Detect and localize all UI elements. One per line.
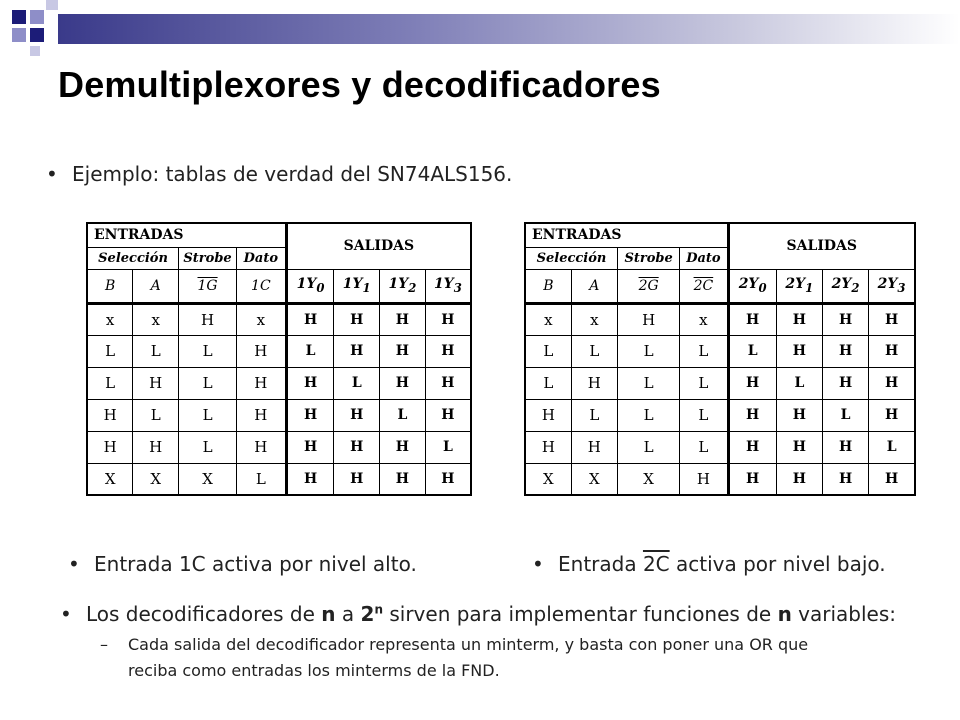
table-row: [525, 303, 915, 335]
seleccion-header: Selección: [525, 247, 617, 269]
input-cell: X: [133, 463, 179, 495]
output-cell: H: [822, 335, 868, 367]
input-cell: x: [236, 303, 286, 335]
dash-icon: –: [100, 635, 108, 654]
bullet-icon: •: [46, 162, 58, 186]
input-cell: L: [680, 335, 728, 367]
output-cell: H: [822, 367, 868, 399]
input-cell: x: [87, 303, 133, 335]
signal-strobe: 1G: [179, 269, 237, 303]
output-cell: H: [286, 399, 334, 431]
input-cell: H: [571, 367, 617, 399]
output-cell: H: [425, 303, 471, 335]
entradas-header: ENTRADAS: [87, 223, 286, 247]
input-cell: x: [571, 303, 617, 335]
decoder-text-1: Los decodificadores de: [86, 602, 322, 626]
output-cell: H: [334, 463, 380, 495]
deco-square: [12, 28, 26, 42]
input-cell: L: [680, 399, 728, 431]
table-1-body: [87, 303, 471, 495]
output-cell: L: [776, 367, 822, 399]
input-cell: L: [133, 399, 179, 431]
note-right-signal: 2C: [642, 552, 670, 576]
output-cell: H: [334, 335, 380, 367]
output-cell: H: [425, 367, 471, 399]
output-cell: H: [869, 463, 915, 495]
input-cell: L: [617, 431, 679, 463]
input-cell: x: [525, 303, 571, 335]
output-cell: L: [286, 335, 334, 367]
input-cell: X: [179, 463, 237, 495]
input-cell: H: [680, 463, 728, 495]
output-cell: L: [728, 335, 776, 367]
table-row: [87, 303, 471, 335]
signal-b: B: [87, 269, 133, 303]
input-cell: L: [236, 463, 286, 495]
input-cell: x: [680, 303, 728, 335]
input-cell: H: [179, 303, 237, 335]
decoder-n-2: n: [777, 602, 792, 626]
salidas-header: SALIDAS: [728, 223, 915, 269]
output-cell: H: [728, 367, 776, 399]
output-cell: H: [380, 303, 426, 335]
input-cell: X: [571, 463, 617, 495]
output-cell: L: [869, 431, 915, 463]
output-cell: L: [334, 367, 380, 399]
entradas-header: ENTRADAS: [525, 223, 728, 247]
input-cell: L: [179, 335, 237, 367]
output-cell: H: [380, 463, 426, 495]
output-cell: H: [334, 399, 380, 431]
output-cell: H: [822, 463, 868, 495]
decoder-bullet: [60, 602, 897, 626]
output-cell: H: [380, 431, 426, 463]
decoder-text-4: variables:: [791, 602, 897, 626]
input-cell: L: [617, 367, 679, 399]
input-cell: L: [571, 399, 617, 431]
input-cell: H: [87, 431, 133, 463]
output-cell: L: [822, 399, 868, 431]
signal-strobe: 2G: [617, 269, 679, 303]
output-cell: H: [728, 431, 776, 463]
table-row: [525, 367, 915, 399]
note-right: [532, 552, 886, 576]
input-cell: H: [133, 367, 179, 399]
signal-b: B: [525, 269, 571, 303]
output-cell: H: [728, 399, 776, 431]
output-cell: H: [380, 367, 426, 399]
input-cell: L: [133, 335, 179, 367]
strobe-header: Strobe: [179, 247, 237, 269]
seleccion-header: Selección: [87, 247, 179, 269]
input-cell: H: [133, 431, 179, 463]
output-cell: H: [776, 431, 822, 463]
input-cell: H: [617, 303, 679, 335]
output-cell: H: [334, 431, 380, 463]
table-2-body: [525, 303, 915, 495]
output-cell: H: [776, 335, 822, 367]
salidas-header: SALIDAS: [286, 223, 471, 269]
input-cell: L: [87, 367, 133, 399]
strobe-header: Strobe: [617, 247, 679, 269]
input-cell: H: [236, 399, 286, 431]
output-cell: H: [286, 431, 334, 463]
page-title: Demultiplexores y decodificadores: [58, 64, 661, 105]
dato-header: Dato: [236, 247, 286, 269]
input-cell: H: [525, 399, 571, 431]
example-bullet-text: Ejemplo: tablas de verdad del SN74ALS156.: [72, 162, 513, 186]
output-cell: H: [776, 303, 822, 335]
example-bullet: [46, 162, 513, 186]
table-row: [525, 335, 915, 367]
dato-header: Dato: [680, 247, 728, 269]
signal-data: 2C: [680, 269, 728, 303]
signal-a: A: [133, 269, 179, 303]
note-left-prefix: Entrada: [94, 552, 179, 576]
input-cell: H: [236, 367, 286, 399]
bullet-icon: •: [68, 552, 80, 576]
bullet-icon: •: [60, 602, 72, 626]
sub-bullet: [100, 632, 809, 684]
output-cell: H: [776, 463, 822, 495]
decoder-two-pow-n: 2$^n$: [360, 602, 383, 626]
output-cell: L: [425, 431, 471, 463]
input-cell: L: [680, 431, 728, 463]
signal-y3: $2Y_3$: [869, 269, 915, 303]
output-cell: H: [869, 303, 915, 335]
table-row: [87, 335, 471, 367]
input-cell: L: [525, 367, 571, 399]
deco-square: [46, 0, 58, 10]
table-row: [87, 431, 471, 463]
output-cell: H: [822, 303, 868, 335]
input-cell: L: [571, 335, 617, 367]
input-cell: L: [179, 431, 237, 463]
table-row: [87, 367, 471, 399]
signal-data: 1C: [236, 269, 286, 303]
input-cell: L: [617, 335, 679, 367]
signal-y2: $1Y_2$: [380, 269, 426, 303]
truth-table-2: [524, 222, 916, 496]
output-cell: H: [286, 463, 334, 495]
table-row: [87, 463, 471, 495]
input-cell: L: [179, 399, 237, 431]
signal-y0: $2Y_0$: [728, 269, 776, 303]
decoder-text-2: a: [335, 602, 361, 626]
input-cell: H: [87, 399, 133, 431]
signal-y1: $1Y_1$: [334, 269, 380, 303]
output-cell: L: [380, 399, 426, 431]
table-row: [525, 431, 915, 463]
signal-y0: $1Y_0$: [286, 269, 334, 303]
decoder-text-3: sirven para implementar funciones de: [383, 602, 778, 626]
output-cell: H: [728, 463, 776, 495]
output-cell: H: [869, 399, 915, 431]
sub-bullet-line-2: reciba como entradas los minterms de la FND.: [128, 661, 500, 680]
input-cell: X: [617, 463, 679, 495]
note-right-suffix: activa por nivel bajo.: [669, 552, 886, 576]
output-cell: H: [776, 399, 822, 431]
note-left-suffix: activa por nivel alto.: [205, 552, 417, 576]
truth-table-1: [86, 222, 472, 496]
output-cell: H: [286, 367, 334, 399]
note-left-signal: 1C: [178, 552, 206, 576]
signal-y1: $2Y_1$: [776, 269, 822, 303]
output-cell: H: [425, 463, 471, 495]
signal-y3: $1Y_3$: [425, 269, 471, 303]
decoder-n-1: n: [321, 602, 336, 626]
deco-square: [30, 46, 40, 56]
note-left: [68, 552, 417, 576]
input-cell: H: [571, 431, 617, 463]
input-cell: L: [680, 367, 728, 399]
bullet-icon: •: [532, 552, 544, 576]
input-cell: H: [236, 431, 286, 463]
input-cell: x: [133, 303, 179, 335]
input-cell: L: [617, 399, 679, 431]
output-cell: H: [380, 335, 426, 367]
output-cell: H: [869, 367, 915, 399]
output-cell: H: [869, 335, 915, 367]
deco-square: [30, 28, 44, 42]
input-cell: X: [87, 463, 133, 495]
input-cell: L: [525, 335, 571, 367]
output-cell: H: [334, 303, 380, 335]
sub-bullet-line-1: Cada salida del decodificador representa un minterm, y basta con poner una OR que: [128, 635, 809, 654]
output-cell: H: [728, 303, 776, 335]
output-cell: H: [425, 399, 471, 431]
table-row: [87, 399, 471, 431]
input-cell: L: [179, 367, 237, 399]
output-cell: H: [822, 431, 868, 463]
note-right-prefix: Entrada: [558, 552, 643, 576]
output-cell: H: [425, 335, 471, 367]
deco-square: [30, 10, 44, 24]
table-row: [525, 399, 915, 431]
title-gradient-bar: [58, 14, 960, 44]
input-cell: H: [236, 335, 286, 367]
signal-a: A: [571, 269, 617, 303]
input-cell: H: [525, 431, 571, 463]
signal-y2: $2Y_2$: [822, 269, 868, 303]
deco-square: [12, 10, 26, 24]
output-cell: H: [286, 303, 334, 335]
input-cell: L: [87, 335, 133, 367]
input-cell: X: [525, 463, 571, 495]
table-row: [525, 463, 915, 495]
